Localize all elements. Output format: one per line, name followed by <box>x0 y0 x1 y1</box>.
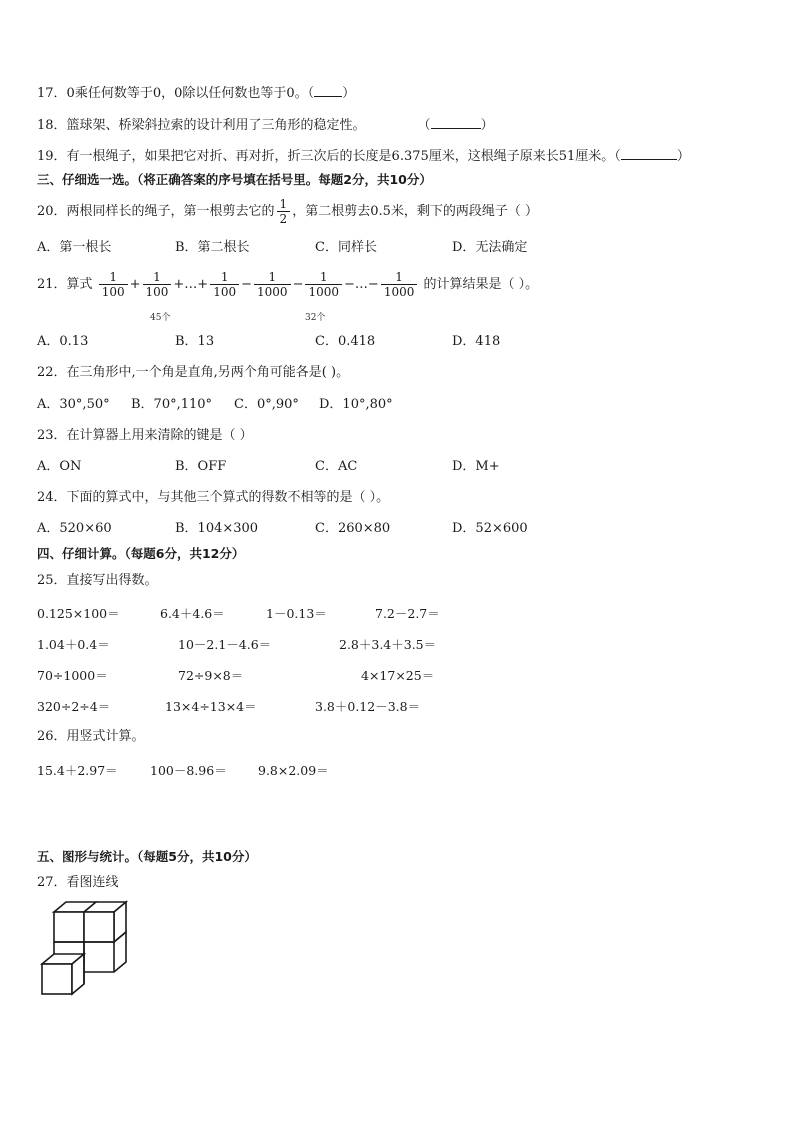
option-21-c[interactable]: C．0.418 <box>315 334 376 349</box>
fraction-term-5: $\frac{1}{1000}$ <box>305 270 342 299</box>
fraction-term-3: $\frac{1}{100}$ <box>210 270 239 299</box>
vertical-calc-item: 15.4＋2.97＝ <box>37 763 118 778</box>
section-5-heading: 五、图形与统计。（每题5分，共10分） <box>37 849 257 864</box>
option-24-d[interactable]: D．52×600 <box>452 521 528 536</box>
question-22: 22．在三角形中,一个角是直角,另两个角可能各是( )。 <box>37 365 350 380</box>
cube-figure <box>40 900 132 1002</box>
option-22-a[interactable]: A．30°,50° <box>37 397 110 412</box>
option-24-c[interactable]: C．260×80 <box>315 521 391 536</box>
question-24: 24．下面的算式中，与其他三个算式的得数不相等的是（ ）。 <box>37 490 390 505</box>
option-23-a[interactable]: A．ON <box>37 459 82 474</box>
count-label-45: 45个 <box>150 313 171 323</box>
option-20-d[interactable]: D．无法确定 <box>452 240 528 255</box>
fraction-one-half: $\frac{1}{2}$ <box>277 197 291 226</box>
option-20-a[interactable]: A．第一根长 <box>37 240 112 255</box>
vertical-calc-item: 100－8.96＝ <box>150 763 227 778</box>
option-21-d[interactable]: D．418 <box>452 334 501 349</box>
calc-item: 1.04＋0.4＝ <box>37 637 110 652</box>
calc-item: 2.8＋3.4＋3.5＝ <box>339 637 437 652</box>
answer-blank-19[interactable] <box>621 147 677 160</box>
calc-item: 7.2－2.7＝ <box>375 606 440 621</box>
section-3-heading: 三、仔细选一选。（将正确答案的序号填在括号里。每题2分，共10分） <box>37 172 432 187</box>
question-23: 23．在计算器上用来清除的键是（ ） <box>37 428 253 443</box>
question-20: 20．两根同样长的绳子，第一根剪去它的 $\frac{1}{2}$ ，第二根剪去0.5米，剩下的两段绳子（ ） <box>37 197 538 226</box>
vertical-calc-item: 9.8×2.09＝ <box>258 763 329 778</box>
option-22-c[interactable]: C．0°,90° <box>234 397 299 412</box>
calc-item: 10－2.1－4.6＝ <box>178 637 272 652</box>
option-23-d[interactable]: D．M+ <box>452 459 500 474</box>
calc-item: 72÷9×8＝ <box>178 668 244 683</box>
option-23-c[interactable]: C．AC <box>315 459 358 474</box>
option-21-b[interactable]: B．13 <box>175 334 215 349</box>
calc-item: 70÷1000＝ <box>37 668 108 683</box>
option-24-a[interactable]: A．520×60 <box>37 521 112 536</box>
fraction-term-2: $\frac{1}{100}$ <box>143 270 172 299</box>
fraction-term-4: $\frac{1}{1000}$ <box>254 270 291 299</box>
question-18: 18．篮球架、桥梁斜拉索的设计利用了三角形的稳定性。 （ ） <box>37 118 494 133</box>
question-19: 19．有一根绳子，如果把它对折、再对折，折三次后的长度是6.375厘米，这根绳子原来长51厘米。（ ） <box>37 149 690 164</box>
calc-item: 6.4＋4.6＝ <box>160 606 225 621</box>
option-23-b[interactable]: B．OFF <box>175 459 227 474</box>
option-24-b[interactable]: B．104×300 <box>175 521 259 536</box>
calc-item: 320÷2÷4＝ <box>37 699 111 714</box>
fraction-term-1: $\frac{1}{100}$ <box>99 270 128 299</box>
question-25: 25．直接写出得数。 <box>37 573 158 588</box>
calc-item: 1－0.13＝ <box>266 606 327 621</box>
calc-item: 0.125×100＝ <box>37 606 120 621</box>
calc-item: 4×17×25＝ <box>361 668 435 683</box>
answer-blank-17[interactable] <box>314 84 342 97</box>
fraction-term-6: $\frac{1}{1000}$ <box>381 270 418 299</box>
option-22-d[interactable]: D．10°,80° <box>319 397 393 412</box>
count-label-32: 32个 <box>305 313 326 323</box>
option-21-a[interactable]: A．0.13 <box>37 334 89 349</box>
option-22-b[interactable]: B．70°,110° <box>131 397 213 412</box>
option-20-b[interactable]: B．第二根长 <box>175 240 250 255</box>
calc-item: 13×4÷13×4＝ <box>165 699 257 714</box>
answer-blank-18[interactable] <box>431 116 481 129</box>
section-4-heading: 四、仔细计算。（每题6分，共12分） <box>37 546 245 561</box>
question-21: 21．算式 $\frac{1}{100}$ + $\frac{1}{100}$ +…+ $\frac{1}{100}$ − $\frac{1}{1000}$ − $\frac{1}{1000}$ −…− $\frac{1}{1000}$ 的计算结果是（ ）。 <box>37 270 539 299</box>
question-26: 26．用竖式计算。 <box>37 729 145 744</box>
calc-item: 3.8＋0.12－3.8＝ <box>315 699 421 714</box>
stacked-cubes-drawing <box>40 900 132 998</box>
question-27: 27．看图连线 <box>37 875 119 890</box>
option-20-c[interactable]: C．同样长 <box>315 240 377 255</box>
question-17: 17．0乘任何数等于0，0除以任何数也等于0。（ ） <box>37 86 356 101</box>
